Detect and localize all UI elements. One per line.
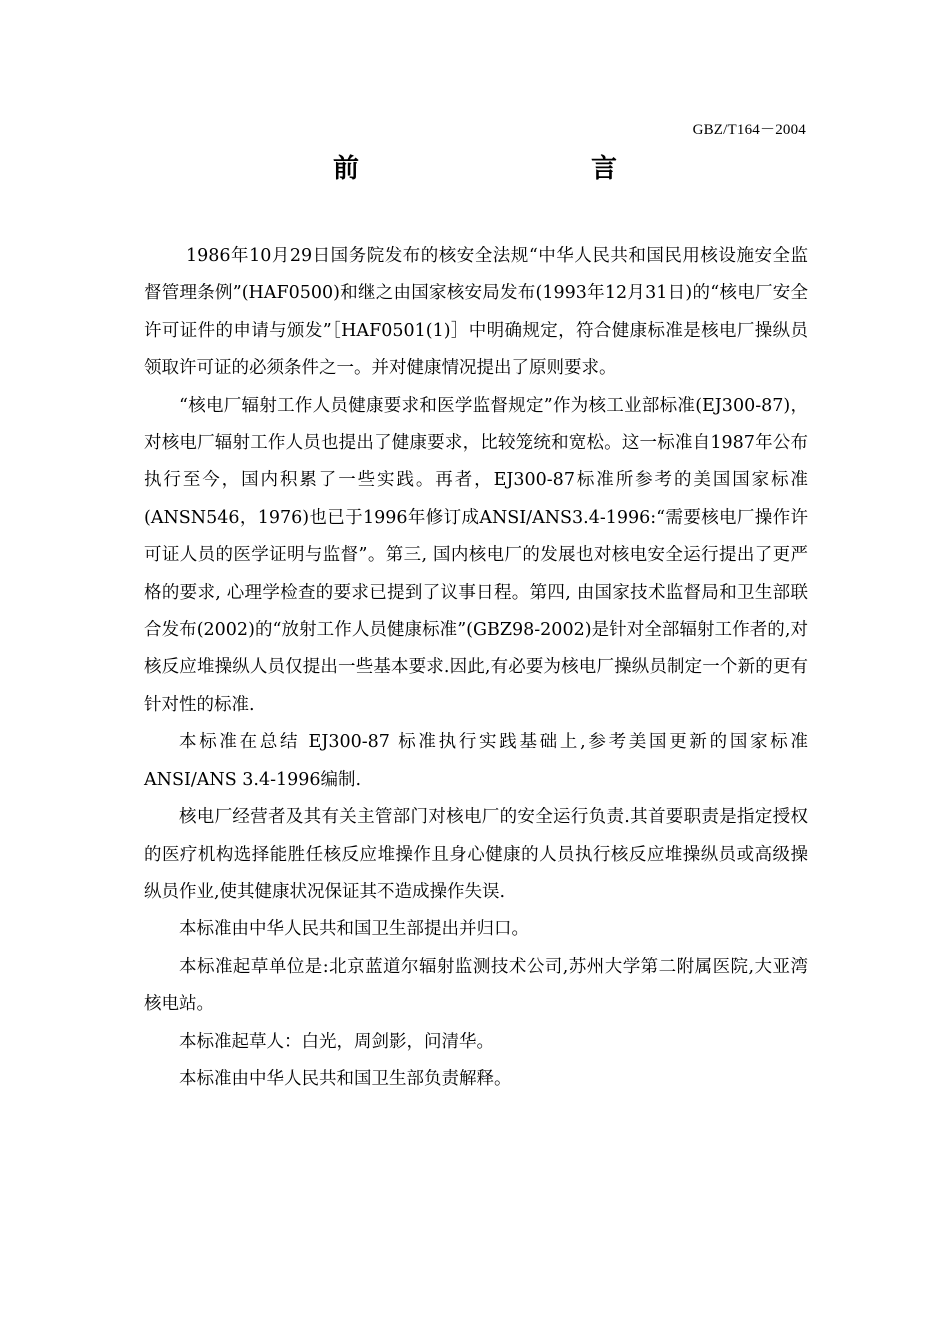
paragraph-operator-responsibility: 核电厂经营者及其有关主管部门对核电厂的安全运行负责.其首要职责是指定授权的医疗机构选择能胜任核反应堆操作且身心健康的人员执行核反应堆操纵员或高级操纵员作业,使其健康状况保证其不造成操作失误. (144, 807, 808, 902)
document-code: GBZ/T164－2004 (692, 122, 806, 138)
paragraph-basis-of-standard: 本标准在总结 EJ300-87 标准执行实践基础上,参考美国更新的国家标准ANSI/ANS 3.4-1996编制. (144, 732, 808, 790)
paragraph-interpretation: 本标准由中华人民共和国卫生部负责解释。 (179, 1068, 512, 1089)
page-title: 前 言 (332, 154, 677, 184)
paragraph-proposer: 本标准由中华人民共和国卫生部提出并归口。 (179, 919, 529, 940)
document-body (144, 238, 808, 1098)
paragraph-drafting-units: 本标准起草单位是:北京蓝道尔辐射监测技术公司,苏州大学第二附属医院,大亚湾核电站。 (144, 956, 808, 1015)
paragraph-background: “核电厂辐射工作人员健康要求和医学监督规定”作为核工业部标准(EJ300-87)，对核电厂辐射工作人员也提出了健康要求，比较笼统和宽松。这一标准自1987年公布执行至今，国内积累了一些实践。再者，EJ300-87标准所参考的美国国家标准(ANSN546，1976)也已于1996年修订成ANSI/ANS3.4-1996:“需要核电厂操作许可证人员的医学证明与监督”。第三, 国内核电厂的发展也对核电安全运行提出了更严格的要求, 心理学检查的要求已提到了议事日程。第四, 由国家技术监督局和卫生部联合发布(2002)的“放射工作人员健康标准”(GBZ98-2002)是针对全部辐射工作者的,对核反应堆操纵人员仅提出一些基本要求.因此,有必要为核电厂操纵员制定一个新的更有针对性的标准. (144, 395, 808, 715)
paragraph-drafters: 本标准起草人：白光，周剑影，问清华。 (179, 1031, 494, 1052)
paragraph-legal-basis: 1986年10月29日国务院发布的核安全法规“中华人民共和国民用核设施安全监督管理条例”(HAF0500)和继之由国家核安局发布(1993年12月31日)的“核电厂安全许可证件的申请与颁发”［HAF0501(1)］中明确规定，符合健康标准是核电厂操纵员领取许可证的必须条件之一。并对健康情况提出了原则要求。 (144, 246, 808, 379)
